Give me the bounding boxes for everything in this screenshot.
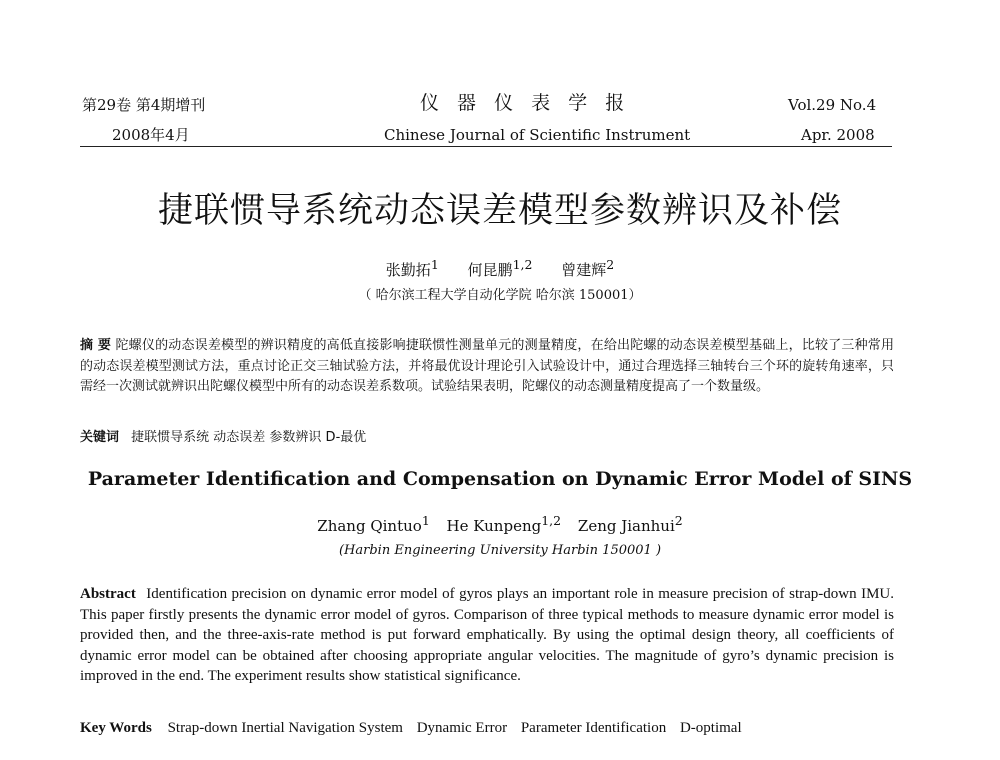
abstract-en	[80, 584, 894, 687]
author-cn-2: 何昆鹏$^{1,2}$	[467, 257, 533, 279]
affiliation-en: (Harbin Engineering University Harbin 150001 )	[338, 543, 662, 558]
paper-title-cn: 捷联惯导系统动态误差模型参数辨识及补偿	[157, 191, 842, 231]
paper-title-en: Parameter Identification and Compensation on Dynamic Error Model of SINS	[87, 468, 913, 490]
keyword-en: Strap-down Inertial Navigation System	[167, 720, 403, 736]
keywords-text-cn: 捷联惯导系统 动态误差 参数辨识 D-最优	[131, 430, 367, 445]
keywords-en	[80, 720, 752, 737]
author-en-3: Zeng Jianhui$^2$	[577, 513, 683, 535]
keywords-cn	[80, 426, 366, 445]
keyword-en: D-optimal	[679, 720, 742, 736]
author-en-2: He Kunpeng$^{1,2}$	[446, 513, 562, 535]
keywords-label-en: Key Words	[80, 720, 152, 736]
abstract-label-cn: 摘 要	[80, 338, 112, 353]
authors-en	[0, 513, 1000, 535]
abstract-text-cn: 陀螺仪的动态误差模型的辨识精度的高低直接影响捷联惯性测量单元的测量精度，在给出陀螺的动态误差模型基础上，比较了三种常用的动态误差模型测试方法，重点讨论正交三轴试验方法，并将最优设计理论引入试验设计中，通过合理选择三轴转台三个环的旋转角速率，只需经一次测试就辨识出陀螺仪模型中所有的动态误差系数项。试验结果表明，陀螺仪的动态测量精度提高了一个数量级。	[80, 338, 894, 394]
header-rule	[80, 146, 892, 147]
authors-cn	[0, 257, 1000, 280]
header-date-cn: 2008年4月	[112, 126, 190, 144]
abstract-cn	[80, 336, 894, 398]
keyword-en: Dynamic Error	[416, 720, 508, 736]
author-en-1: Zhang Qintuo$^1$	[317, 513, 430, 535]
journal-title-cn: 仪 器 仪 表 学 报	[420, 92, 631, 114]
affiliation-cn: （ 哈尔滨工程大学自动化学院 哈尔滨 150001）	[358, 288, 642, 303]
keywords-label-cn: 关键词	[80, 430, 120, 445]
header-date-en: Apr. 2008	[801, 126, 875, 144]
abstract-text-en: Identification precision on dynamic error model of gyros plays an important role in measure precision of strap-down IMU. This paper firstly presents the dynamic error model of gyros. Comparison of three typical methods to measure dynamic error model is provided then, and the three-axis-rate method is put forward emphatically. By using the optimal design theory, all coefficients of dynamic error model can be obtained after choosing appropriate angular velocities. The magnitude of gyro’s dynamic precision is improved in the end. The experiment results show statistical significance.	[80, 586, 894, 684]
author-cn-3: 曾建辉$^2$	[561, 257, 615, 279]
abstract-label-en: Abstract	[80, 586, 136, 602]
keyword-en: Parameter Identification	[520, 720, 667, 736]
header-volume-issue: 第29卷 第4期增刊	[82, 96, 206, 114]
journal-title-en: Chinese Journal of Scientific Instrument	[384, 126, 691, 144]
author-cn-1: 张勤拓$^1$	[385, 257, 439, 279]
header-volume-en: Vol.29 No.4	[788, 96, 877, 114]
